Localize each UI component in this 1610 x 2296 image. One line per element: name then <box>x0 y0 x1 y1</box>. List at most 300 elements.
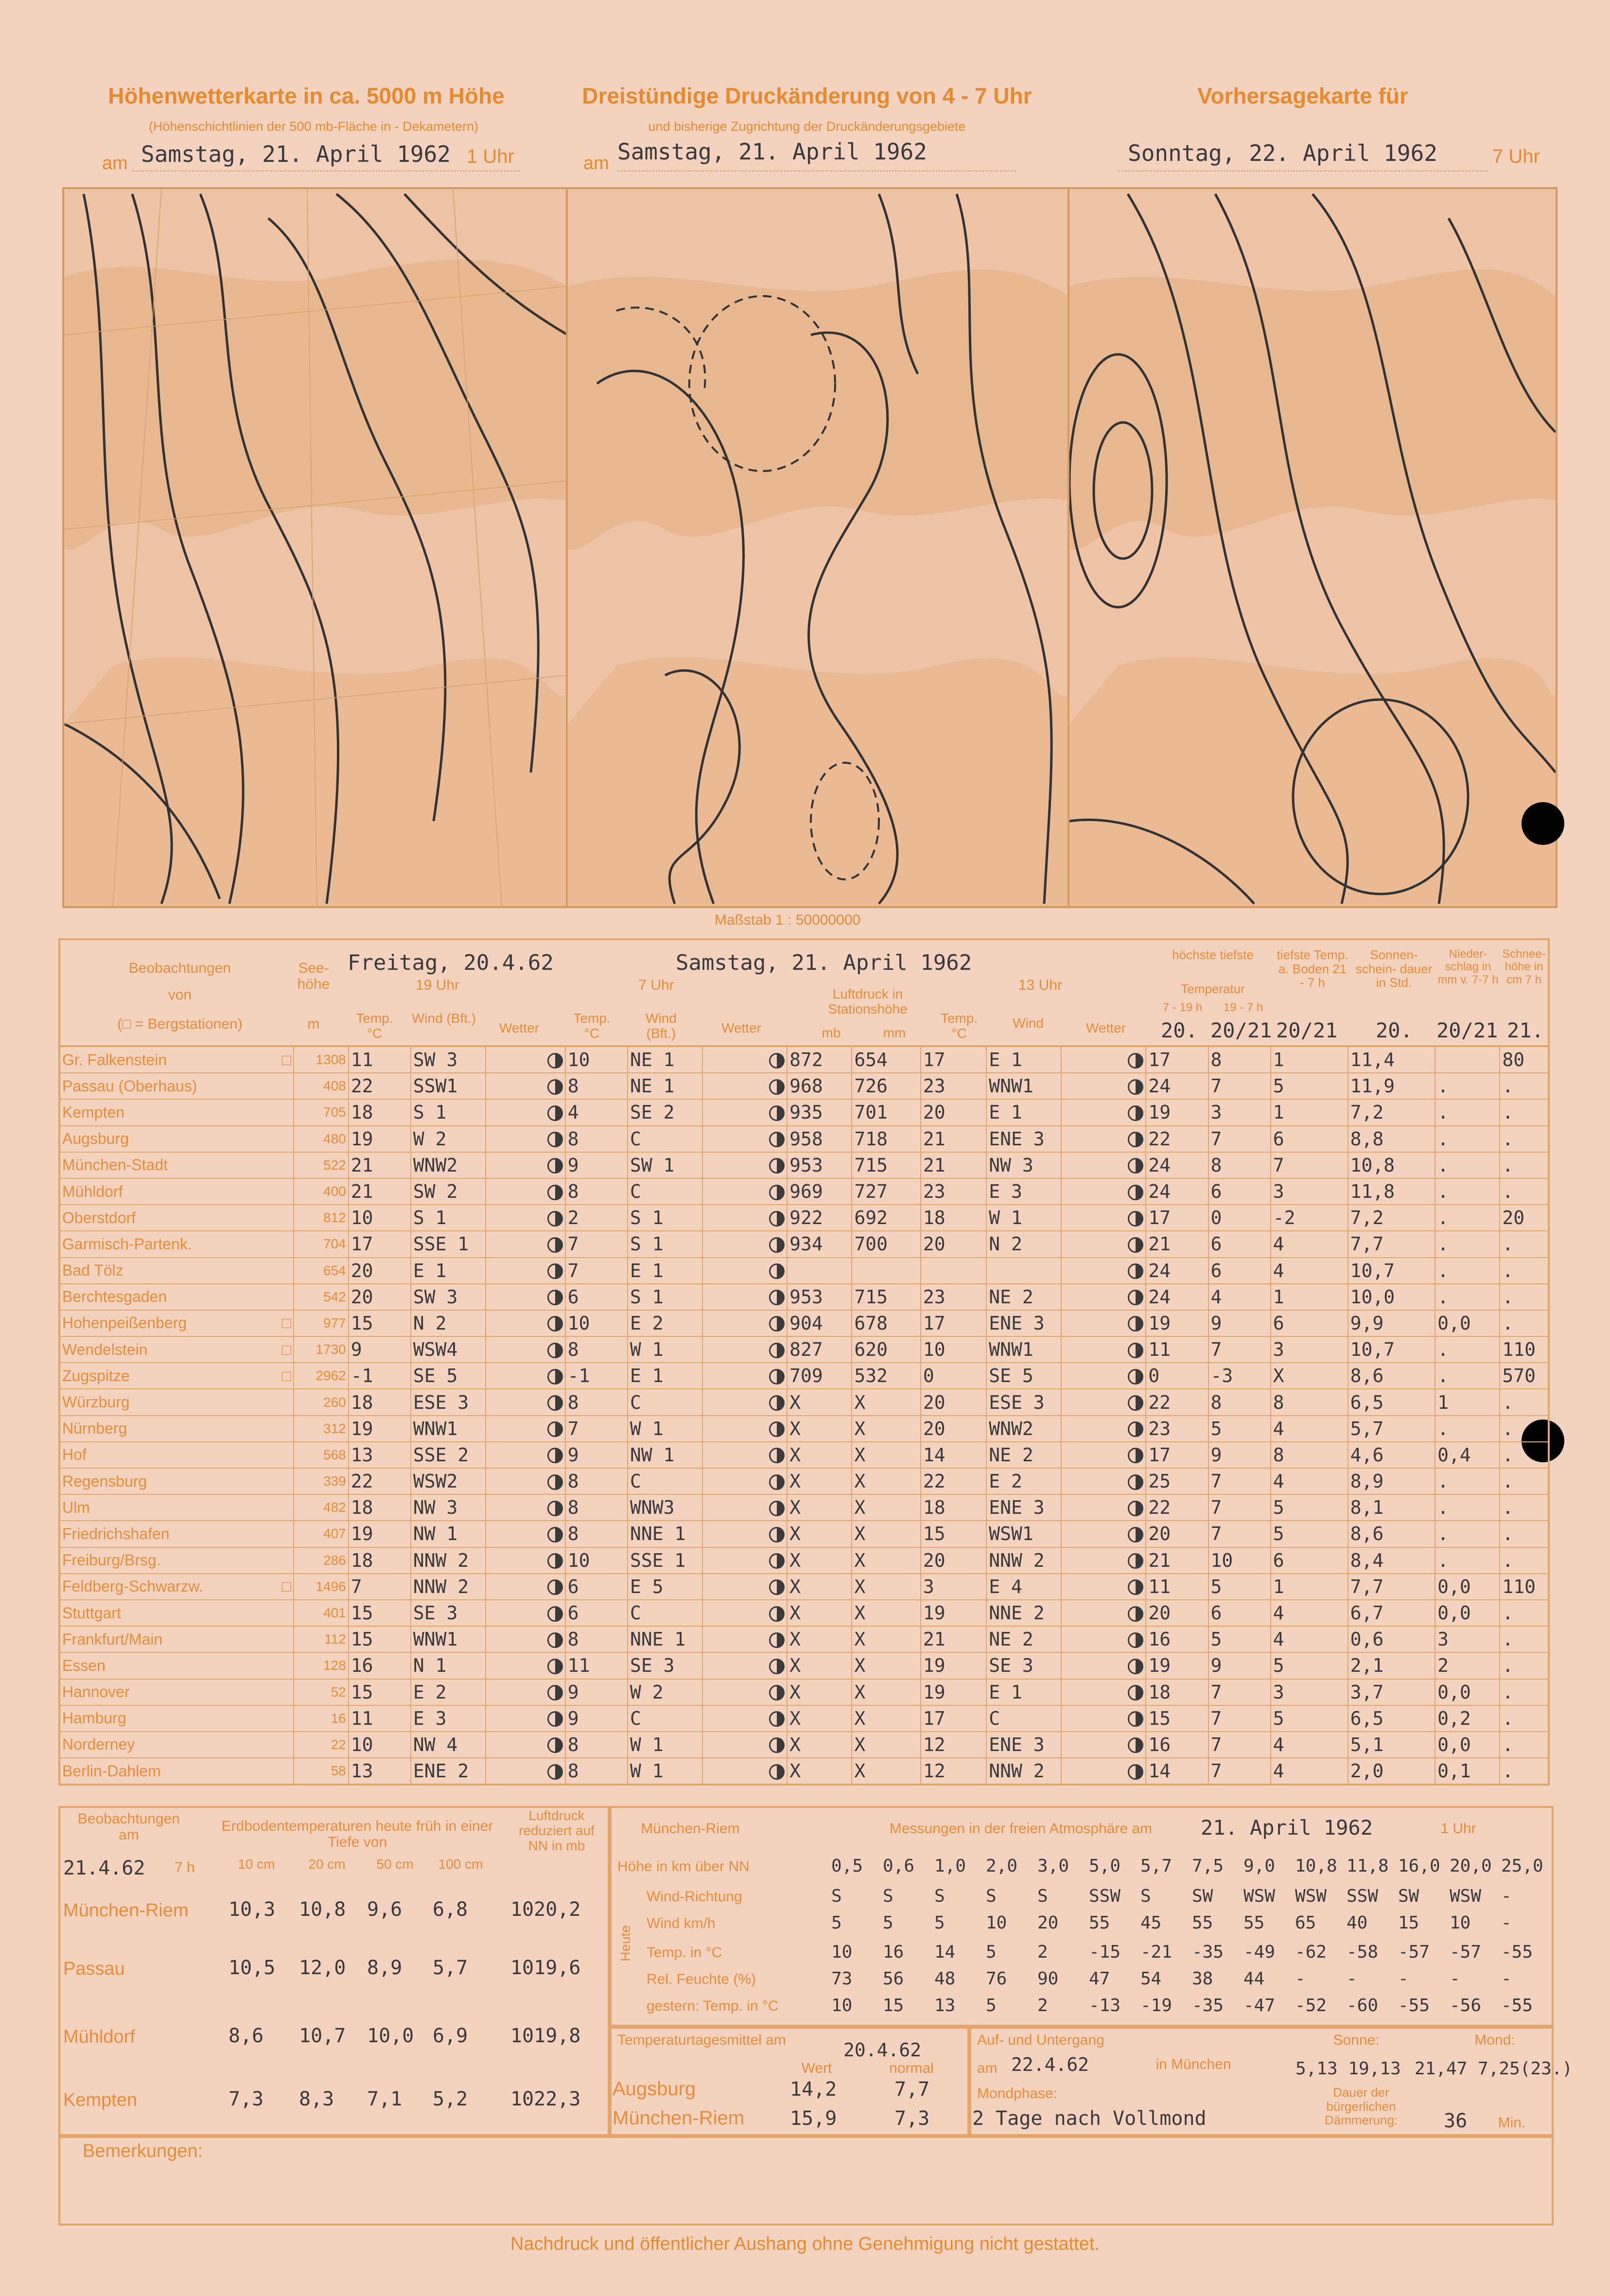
station-mb: X <box>787 1626 852 1652</box>
upper-value: -52 <box>1295 1996 1327 2016</box>
station-sun: 7,2 <box>1348 1205 1435 1231</box>
station-height: 522 <box>294 1152 349 1178</box>
upper-value: 20 <box>1037 1913 1059 1933</box>
station-t13 <box>921 1258 986 1284</box>
upper-value: 55 <box>1243 1913 1265 1933</box>
station-rain: 0,0 <box>1435 1574 1500 1600</box>
station-tmax: 17 <box>1146 1442 1208 1468</box>
station-row <box>59 1310 1549 1336</box>
station-t13: 23 <box>921 1284 986 1310</box>
station-tmin: 5 <box>1208 1416 1271 1442</box>
station-row <box>59 1547 1549 1574</box>
station-name <box>59 1732 294 1758</box>
station-w13: N 2 <box>986 1231 1061 1257</box>
station-mb: X <box>787 1494 852 1521</box>
station-snow: . <box>1500 1732 1549 1758</box>
upper-value: - <box>1501 1969 1512 1989</box>
station-t13: 23 <box>921 1073 986 1099</box>
weather-symbol-icon <box>702 1416 787 1442</box>
station-t7: 9 <box>565 1705 628 1732</box>
weather-circle-icon <box>547 1553 563 1569</box>
upper-value: S <box>1140 1886 1151 1906</box>
station-tmin: 6 <box>1208 1600 1271 1626</box>
weather-symbol-icon <box>702 1574 787 1600</box>
station-t19: 16 <box>349 1652 411 1679</box>
weather-symbol-icon <box>1061 1231 1146 1257</box>
station-t19: 15 <box>349 1679 411 1705</box>
station-tmax: 17 <box>1146 1046 1208 1073</box>
weather-circle-icon <box>1128 1737 1143 1753</box>
station-w7: S 1 <box>628 1205 702 1231</box>
station-height: 312 <box>294 1416 349 1442</box>
weather-circle-icon <box>1128 1158 1143 1174</box>
weather-symbol-icon <box>486 1046 565 1073</box>
station-mm: X <box>852 1521 921 1547</box>
station-tmin: 7 <box>1208 1468 1271 1494</box>
upper-value: - <box>1501 1886 1512 1906</box>
station-t7: 6 <box>565 1574 628 1600</box>
station-snow: . <box>1500 1416 1549 1442</box>
station-tmax: 24 <box>1146 1284 1208 1310</box>
station-mm: 726 <box>852 1073 921 1099</box>
station-name-text: Regensburg <box>62 1472 147 1490</box>
station-tmin: 9 <box>1208 1310 1271 1336</box>
station-tmin: 7 <box>1208 1705 1271 1732</box>
soil-temperature-value: 10,7 <box>299 2025 346 2047</box>
upper-value: -35 <box>1192 1942 1224 1962</box>
weather-symbol-icon <box>486 1389 565 1415</box>
station-w19: SE 5 <box>411 1363 486 1389</box>
station-t19: 18 <box>349 1099 411 1125</box>
weather-symbol-icon <box>1061 1442 1146 1468</box>
station-snow: . <box>1500 1178 1549 1205</box>
weather-symbol-icon <box>486 1258 565 1284</box>
soil-depth-label: 20 cm <box>308 1857 346 1872</box>
station-name <box>59 1046 294 1073</box>
upper-value: 10 <box>831 1942 853 1962</box>
station-t19: 11 <box>349 1046 411 1073</box>
weather-circle-icon <box>769 1501 785 1516</box>
station-mb: 872 <box>787 1046 852 1073</box>
weather-symbol-icon <box>1061 1626 1146 1652</box>
weather-symbol-icon <box>1061 1073 1146 1099</box>
station-height: 480 <box>294 1126 349 1152</box>
upper-height-value: 3,0 <box>1037 1856 1069 1876</box>
remarks-label: Bemerkungen: <box>83 2141 203 2161</box>
station-name-text: Augsburg <box>62 1130 129 1148</box>
station-sun: 6,5 <box>1348 1389 1435 1415</box>
station-tmin: 7 <box>1208 1126 1271 1152</box>
station-mm: 692 <box>852 1205 921 1231</box>
station-w19: SSE 1 <box>411 1231 486 1257</box>
station-t7: 7 <box>565 1258 628 1284</box>
upper-value: S <box>883 1886 893 1906</box>
station-name-text: Berchtesgaden <box>62 1288 167 1306</box>
station-sun: 10,7 <box>1348 1258 1435 1284</box>
station-t13: 0 <box>921 1363 986 1389</box>
upper-height-value: 1,0 <box>934 1856 966 1876</box>
upper-height-value: 5,0 <box>1089 1856 1121 1876</box>
weather-circle-icon <box>547 1316 563 1332</box>
soil-temperature-value: 10,8 <box>299 1898 346 1921</box>
weather-circle-icon <box>1128 1079 1143 1095</box>
weather-circle-icon <box>769 1369 785 1385</box>
weather-symbol-icon <box>702 1152 787 1178</box>
weather-symbol-icon <box>702 1178 787 1205</box>
tagesmittel-station: Augsburg <box>612 2078 696 2100</box>
upper-value: SW <box>1192 1886 1213 1906</box>
station-w7: S 1 <box>628 1231 702 1257</box>
station-tb: 5 <box>1271 1705 1348 1732</box>
map1-title: Höhenwetterkarte in ca. 5000 m Höhe <box>108 83 505 108</box>
station-height: 2962 <box>294 1363 349 1389</box>
station-name <box>59 1600 294 1626</box>
station-rain: . <box>1435 1231 1500 1257</box>
weather-symbol-icon <box>1061 1284 1146 1310</box>
upper-height-value: 0,5 <box>831 1856 863 1876</box>
station-w13: W 1 <box>986 1205 1061 1231</box>
station-sun: 8,8 <box>1348 1126 1435 1152</box>
station-w19: W 2 <box>411 1126 486 1152</box>
weather-symbol-icon <box>486 1099 565 1125</box>
station-row <box>59 1626 1549 1652</box>
station-mb <box>787 1258 852 1284</box>
weather-symbol-icon <box>702 1363 787 1389</box>
station-w13: ENE 3 <box>986 1732 1061 1758</box>
weather-symbol-icon <box>486 1679 565 1705</box>
upper-date: 21. April 1962 <box>1201 1816 1373 1840</box>
station-w13: WSW1 <box>986 1521 1061 1547</box>
station-tmax: 16 <box>1146 1732 1208 1758</box>
station-tb: 4 <box>1271 1416 1348 1442</box>
station-t19: 19 <box>349 1416 411 1442</box>
station-tmin: 8 <box>1208 1152 1271 1178</box>
weather-circle-icon <box>1128 1316 1143 1332</box>
map1-date: Samstag, 21. April 1962 <box>141 141 451 167</box>
soil-depth-label: 100 cm <box>438 1857 483 1872</box>
upper-value: 15 <box>883 1996 904 2016</box>
station-name <box>59 1652 294 1679</box>
station-snow: . <box>1500 1521 1549 1547</box>
station-tmin: 8 <box>1208 1389 1271 1415</box>
station-tb: 5 <box>1271 1521 1348 1547</box>
station-row <box>59 1284 1549 1310</box>
station-w19: SE 3 <box>411 1600 486 1626</box>
station-w19: NW 4 <box>411 1732 486 1758</box>
weather-circle-icon <box>1128 1685 1143 1700</box>
weather-symbol-icon <box>486 1363 565 1389</box>
station-tmin: 5 <box>1208 1626 1271 1652</box>
station-name <box>59 1416 294 1442</box>
station-w19: S 1 <box>411 1099 486 1125</box>
obs-sonne: Sonnen- schein- dauer in Std. <box>1355 947 1433 990</box>
weather-symbol-icon <box>486 1073 565 1099</box>
weather-circle-icon <box>1128 1263 1143 1279</box>
weather-circle-icon <box>547 1079 563 1095</box>
station-w19: WNW1 <box>411 1416 486 1442</box>
weather-symbol-icon <box>1061 1652 1146 1679</box>
station-sun: 8,9 <box>1348 1468 1435 1494</box>
upper-value: 10 <box>986 1913 1007 1933</box>
station-tmax: 22 <box>1146 1494 1208 1521</box>
station-t19: 10 <box>349 1732 411 1758</box>
station-t13: 12 <box>921 1732 986 1758</box>
upper-value: S <box>1037 1886 1048 1906</box>
station-t7: 7 <box>565 1231 628 1257</box>
upper-value: SW <box>1398 1886 1419 1906</box>
weather-symbol-icon <box>1061 1126 1146 1152</box>
weather-symbol-icon <box>486 1521 565 1547</box>
station-tb: 1 <box>1271 1099 1348 1125</box>
station-name-text: Berlin-Dahlem <box>62 1762 161 1780</box>
upper-value: 15 <box>1398 1913 1419 1933</box>
upper-value: 44 <box>1243 1969 1265 1989</box>
map2-title: Dreistündige Druckänderung von 4 - 7 Uhr <box>582 83 1032 108</box>
weather-symbol-icon <box>486 1284 565 1310</box>
station-sun: 3,7 <box>1348 1679 1435 1705</box>
station-t7: 4 <box>565 1099 628 1125</box>
station-mm: X <box>852 1758 921 1785</box>
station-snow: 570 <box>1500 1363 1549 1389</box>
station-tmax: 19 <box>1146 1099 1208 1125</box>
station-w19: E 2 <box>411 1679 486 1705</box>
station-name <box>59 1521 294 1547</box>
station-w19: E 3 <box>411 1705 486 1732</box>
soil-pressure-value: 1022,3 <box>510 2088 581 2110</box>
station-name-text: Oberstdorf <box>62 1209 136 1227</box>
station-t13: 15 <box>921 1521 986 1547</box>
upper-value: 5 <box>831 1913 842 1933</box>
weather-symbol-icon <box>702 1389 787 1415</box>
upper-value: 76 <box>986 1969 1007 1989</box>
weather-symbol-icon <box>486 1705 565 1732</box>
station-name-text: Wendelstein <box>62 1340 148 1358</box>
obs-col-seehoehe: See- höhe <box>297 960 330 992</box>
station-snow: 110 <box>1500 1574 1549 1600</box>
moon-phase-value: 2 Tage nach Vollmond <box>972 2107 1207 2130</box>
station-row <box>59 1732 1549 1758</box>
weather-circle-icon <box>769 1711 785 1727</box>
station-height: 52 <box>294 1679 349 1705</box>
station-tmin: 9 <box>1208 1652 1271 1679</box>
weather-symbol-icon <box>486 1494 565 1521</box>
station-row <box>59 1679 1549 1705</box>
station-t7: 8 <box>565 1073 628 1099</box>
station-mm: X <box>852 1652 921 1679</box>
weather-circle-icon <box>1128 1343 1143 1358</box>
station-tb: 6 <box>1271 1547 1348 1574</box>
station-t19: 15 <box>349 1310 411 1336</box>
station-tb: 4 <box>1271 1600 1348 1626</box>
station-t13: 19 <box>921 1679 986 1705</box>
station-snow: . <box>1500 1152 1549 1178</box>
weather-circle-icon <box>547 1211 563 1227</box>
station-snow: . <box>1500 1099 1549 1125</box>
station-mb: 969 <box>787 1178 852 1205</box>
pressure-change-map <box>566 187 1071 908</box>
weather-symbol-icon <box>1061 1758 1146 1785</box>
station-mm: 700 <box>852 1231 921 1257</box>
weather-circle-icon <box>769 1421 785 1437</box>
station-name <box>59 1310 294 1336</box>
station-mb: X <box>787 1679 852 1705</box>
station-height: 16 <box>294 1705 349 1732</box>
station-t13: 17 <box>921 1310 986 1336</box>
weather-circle-icon <box>769 1105 785 1121</box>
upper-value: 10 <box>1450 1913 1471 1933</box>
station-rain: . <box>1435 1099 1500 1125</box>
upper-air-map <box>62 187 570 908</box>
station-t19: 20 <box>349 1284 411 1310</box>
weather-circle-icon <box>1128 1421 1143 1437</box>
station-height: 977 <box>294 1310 349 1336</box>
station-mb: 709 <box>787 1363 852 1389</box>
station-mb: X <box>787 1442 852 1468</box>
weather-circle-icon <box>1128 1606 1143 1622</box>
weather-circle-icon <box>1128 1632 1143 1648</box>
upper-value: -62 <box>1295 1942 1327 1962</box>
weather-symbol-icon <box>702 1310 787 1336</box>
station-tb: 6 <box>1271 1126 1348 1152</box>
header-underline-3 <box>1118 170 1488 172</box>
station-w13: E 1 <box>986 1046 1061 1073</box>
station-tmax: 17 <box>1146 1205 1208 1231</box>
station-mm: 620 <box>852 1336 921 1363</box>
station-w7: SE 3 <box>628 1652 702 1679</box>
station-name-text: Gr. Falkenstein <box>62 1051 167 1069</box>
upper-heute: Heute <box>618 1925 633 1962</box>
weather-circle-icon <box>547 1421 563 1437</box>
station-row <box>59 1046 1549 1073</box>
station-t7: 8 <box>565 1468 628 1494</box>
soil-temperature-value: 10,3 <box>228 1898 276 1921</box>
station-mm: X <box>852 1732 921 1758</box>
obs-col-von: von <box>168 987 192 1003</box>
station-mm: X <box>852 1547 921 1574</box>
station-name <box>59 1099 294 1125</box>
station-w7: E 5 <box>628 1574 702 1600</box>
station-w19: E 1 <box>411 1258 486 1284</box>
station-tmin: 6 <box>1208 1231 1271 1257</box>
station-tmin: 7 <box>1208 1336 1271 1363</box>
upper-value: WSW <box>1450 1886 1482 1906</box>
station-w13: NNW 2 <box>986 1547 1061 1574</box>
upper-value: -55 <box>1501 1996 1533 2016</box>
station-tmin: 4 <box>1208 1284 1271 1310</box>
station-row <box>59 1521 1549 1547</box>
station-w19: WSW4 <box>411 1336 486 1363</box>
station-t7: 8 <box>565 1178 628 1205</box>
station-mm: 654 <box>852 1046 921 1073</box>
station-name-text: München-Stadt <box>62 1156 168 1174</box>
weather-symbol-icon <box>702 1205 787 1231</box>
tagesmittel-normal-value: 7,3 <box>894 2107 930 2130</box>
station-tb: 3 <box>1271 1178 1348 1205</box>
soil-date: 21.4.62 <box>63 1857 145 1879</box>
station-name <box>59 1442 294 1468</box>
weather-circle-icon <box>547 1053 563 1069</box>
upper-height-value: 20,0 <box>1450 1856 1492 1876</box>
weather-symbol-icon <box>702 1468 787 1494</box>
station-t13: 17 <box>921 1705 986 1732</box>
weather-circle-icon <box>769 1316 785 1332</box>
station-w19: N 1 <box>411 1652 486 1679</box>
obs-d2021b: 20/21 <box>1276 1018 1338 1042</box>
station-t13: 12 <box>921 1758 986 1785</box>
station-tmax: 23 <box>1146 1416 1208 1442</box>
station-w7: NE 1 <box>628 1046 702 1073</box>
weather-circle-icon <box>769 1448 785 1463</box>
station-rain: 0,0 <box>1435 1679 1500 1705</box>
station-t13: 20 <box>921 1231 986 1257</box>
station-mb: X <box>787 1758 852 1785</box>
station-tmax: 15 <box>1146 1705 1208 1732</box>
station-w13: WNW2 <box>986 1416 1061 1442</box>
weather-symbol-icon <box>486 1205 565 1231</box>
station-height: 704 <box>294 1231 349 1257</box>
station-rain: . <box>1435 1336 1500 1363</box>
weather-symbol-icon <box>1061 1310 1146 1336</box>
station-snow: . <box>1500 1389 1549 1415</box>
obs-wetter-sat13: Wetter <box>1086 1020 1126 1035</box>
soil-depth-label: 50 cm <box>376 1857 414 1872</box>
upper-value: -47 <box>1243 1996 1276 2016</box>
obs-hoechste: höchste tiefste <box>1172 947 1254 962</box>
obs-temp-fri: Temp. °C <box>356 1011 393 1041</box>
station-t19: 18 <box>349 1389 411 1415</box>
station-w7: W 1 <box>628 1758 702 1785</box>
weather-circle-icon <box>547 1501 563 1516</box>
mountain-station-marker: □ <box>281 1314 291 1332</box>
station-sun: 8,1 <box>1348 1494 1435 1521</box>
station-sun: 7,7 <box>1348 1574 1435 1600</box>
station-row <box>59 1099 1549 1125</box>
upper-height-value: 0,6 <box>883 1856 915 1876</box>
station-row <box>59 1416 1549 1442</box>
weather-symbol-icon <box>702 1758 787 1785</box>
obs-mm: mm <box>883 1025 906 1040</box>
header-underline-2 <box>617 170 1016 172</box>
station-mm: 701 <box>852 1099 921 1125</box>
station-t7: 7 <box>565 1416 628 1442</box>
obs-d20: 20. <box>1161 1018 1198 1042</box>
station-tmax: 24 <box>1146 1152 1208 1178</box>
weather-symbol-icon <box>486 1152 565 1178</box>
station-rain: 0,2 <box>1435 1705 1500 1732</box>
station-t13: 21 <box>921 1152 986 1178</box>
soil-pressure-value: 1019,6 <box>510 1957 581 1979</box>
soil-time: 7 h <box>175 1859 195 1875</box>
station-sun: 7,2 <box>1348 1099 1435 1125</box>
station-t13: 21 <box>921 1626 986 1652</box>
moon-phase-label: Mondphase: <box>977 2086 1058 2102</box>
station-name <box>59 1758 294 1785</box>
station-tb: 6 <box>1271 1310 1348 1336</box>
upper-value: 38 <box>1192 1969 1213 1989</box>
obs-temp-sat13: Temp. °C <box>940 1011 978 1041</box>
weather-circle-icon <box>1128 1105 1143 1121</box>
station-w7: NNE 1 <box>628 1626 702 1652</box>
weather-symbol-icon <box>486 1574 565 1600</box>
weather-symbol-icon <box>1061 1363 1146 1389</box>
station-name-text: Mühldorf <box>62 1182 123 1200</box>
station-row <box>59 1652 1549 1679</box>
weather-symbol-icon <box>1061 1574 1146 1600</box>
weather-circle-icon <box>769 1343 785 1358</box>
weather-symbol-icon <box>1061 1178 1146 1205</box>
station-mb: 827 <box>787 1336 852 1363</box>
station-mm: 727 <box>852 1178 921 1205</box>
